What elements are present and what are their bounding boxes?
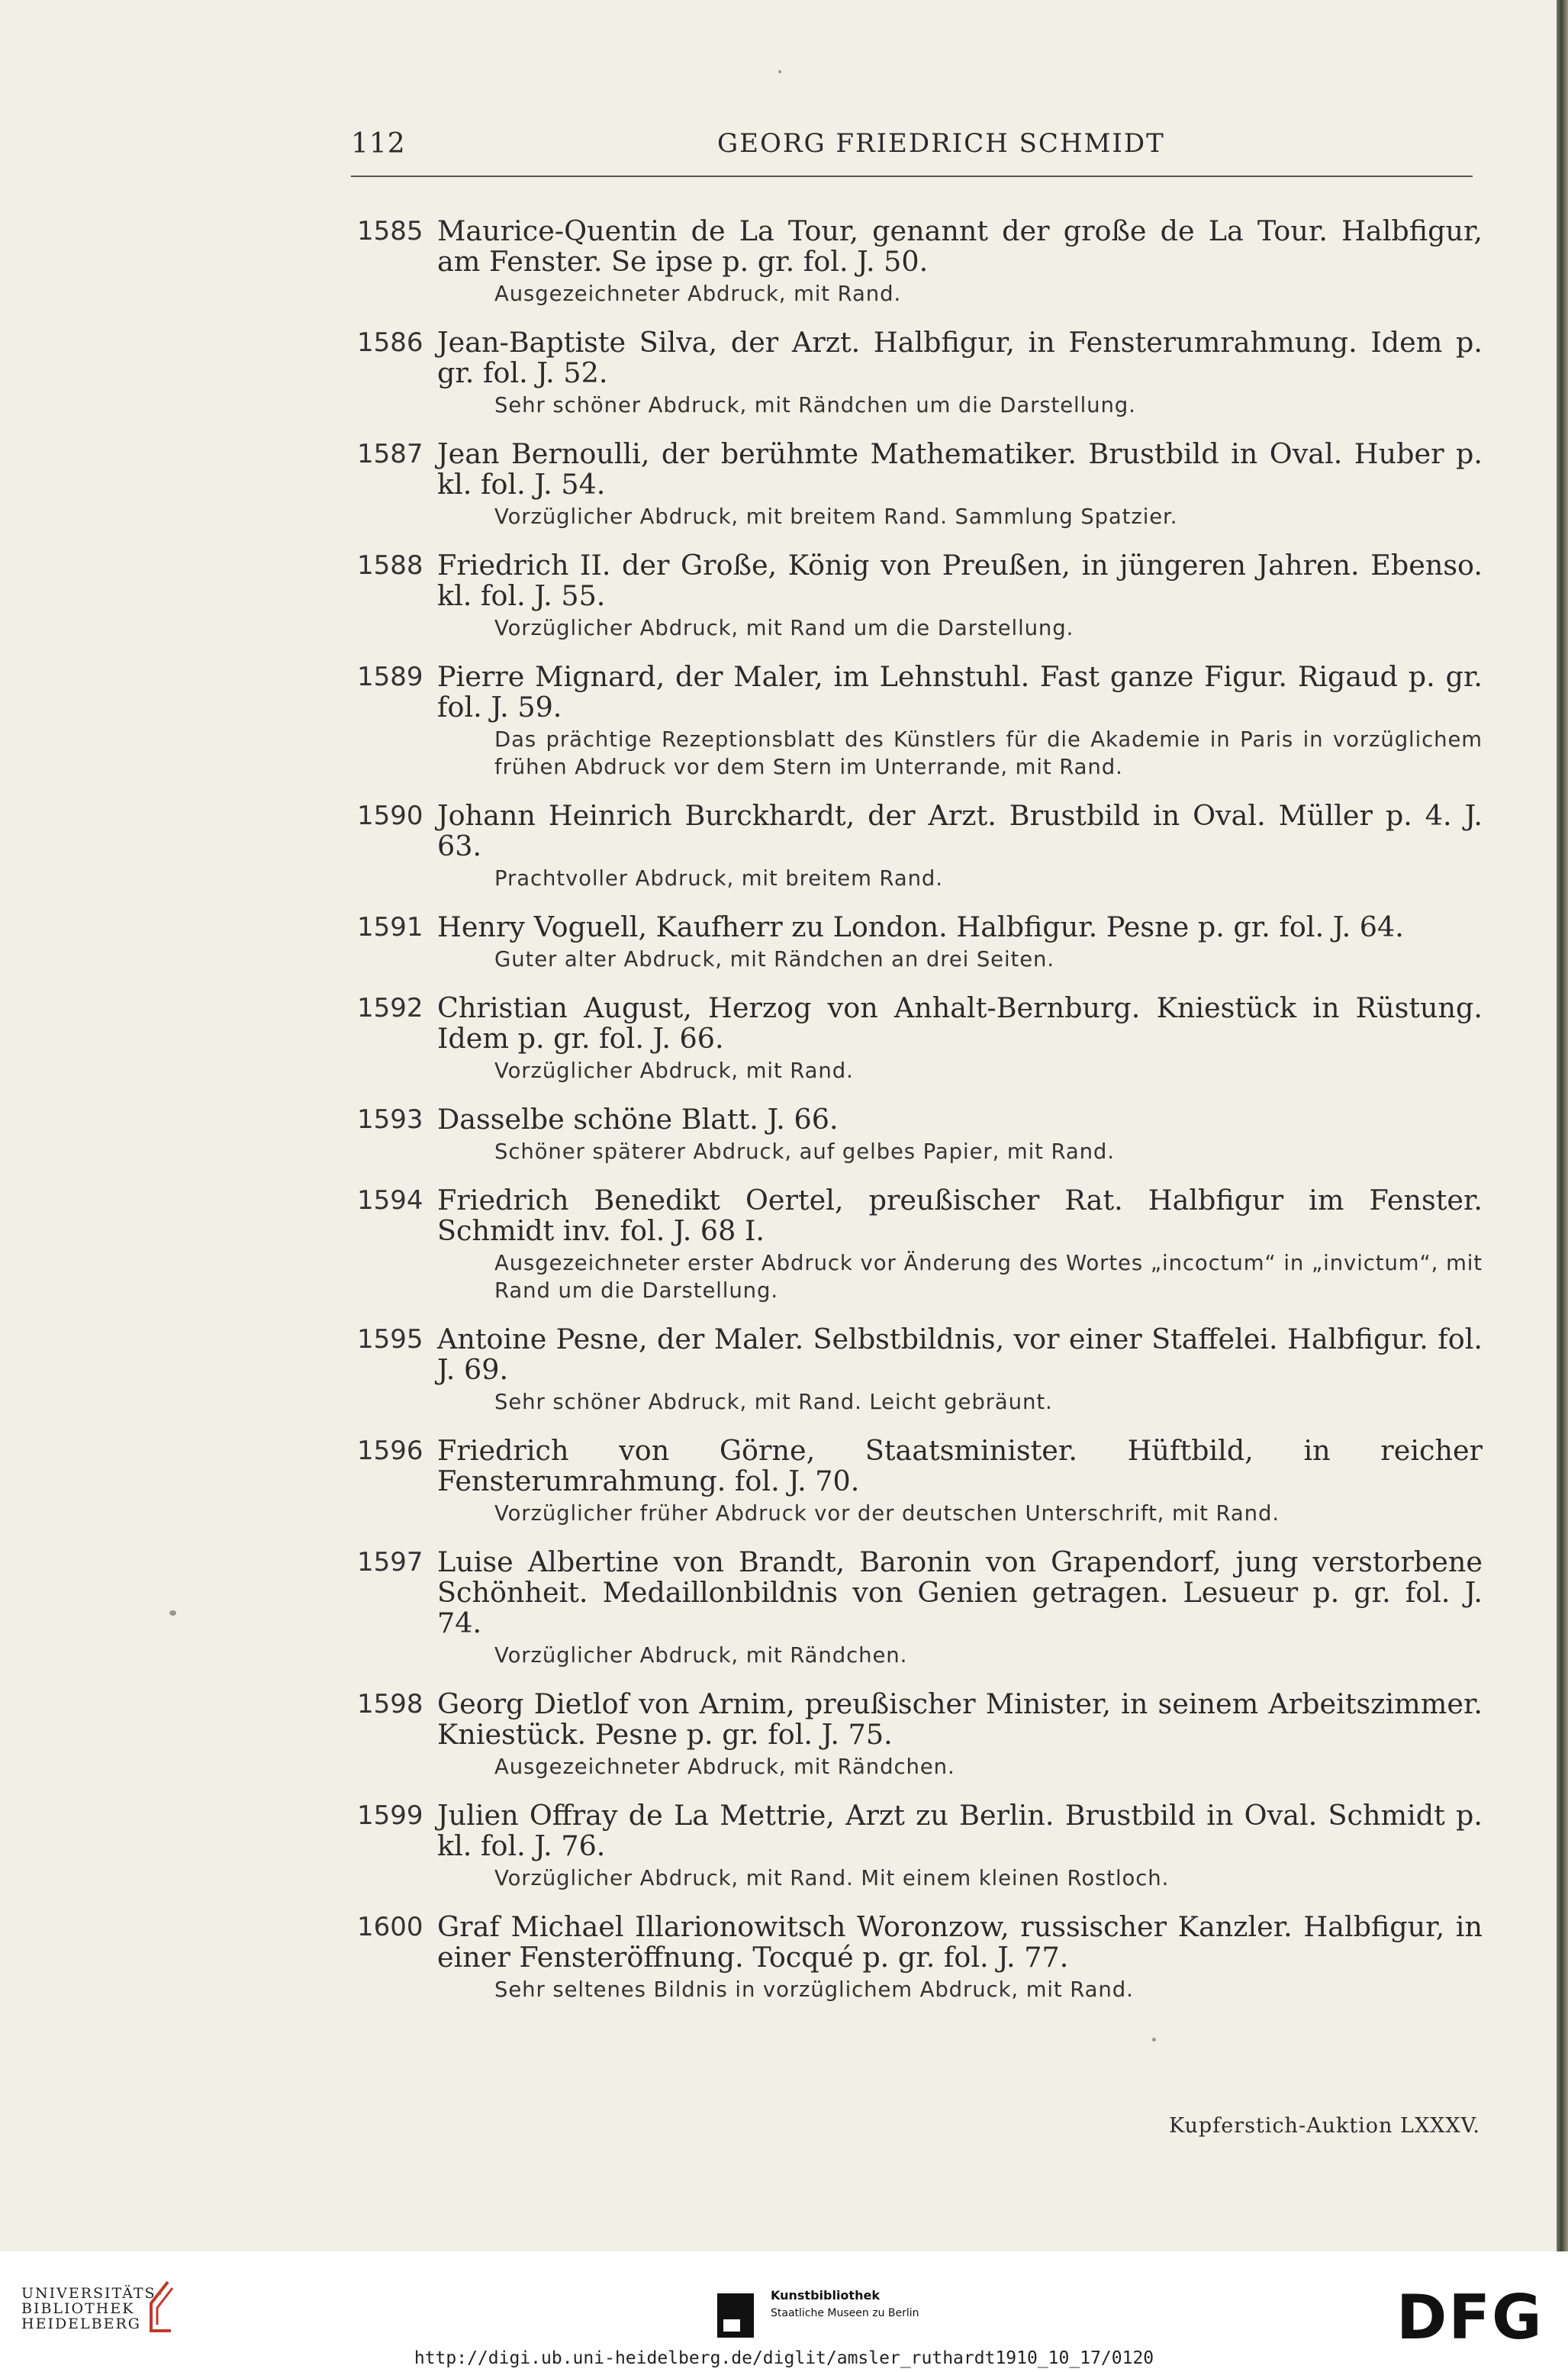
catalog-entry <box>357 439 1483 530</box>
entry-note: Schöner späterer Abdruck, auf gelbes Papier, mit Rand. <box>494 1139 1115 1164</box>
entry-note: Vorzüglicher Abdruck, mit Rändchen. <box>494 1643 908 1668</box>
catalog-entry <box>357 1547 1483 1669</box>
entry-number: 1597 <box>357 1547 423 1578</box>
entry-number: 1587 <box>357 439 423 469</box>
entry-title: Jean-Baptiste Silva, der Arzt. Halbfigur, in Fensterumrahmung. Idem p. gr. fol. J. 52. <box>437 326 1483 389</box>
entry-number: 1589 <box>357 662 423 692</box>
kb-subtitle: Staatliche Museen zu Berlin <box>771 2307 919 2319</box>
entry-title: Christian August, Herzog von Anhalt-Bernburg. Kniestück in Rüstung. Idem p. gr. fol. J. 66. <box>437 991 1483 1055</box>
catalog-entry <box>357 662 1483 781</box>
catalog-entry <box>357 993 1483 1084</box>
entry-number: 1595 <box>357 1324 423 1355</box>
catalog-entry <box>357 912 1483 973</box>
entry-title: Julien Offray de La Mettrie, Arzt zu Berlin. Brustbild in Oval. Schmidt p. kl. fol. J. 76. <box>437 1799 1483 1862</box>
entry-title: Maurice-Quentin de La Tour, genannt der große de La Tour. Halbfigur, am Fenster. Se ipse p. gr. fol. J. 50. <box>437 214 1483 278</box>
paper-speck <box>778 70 781 73</box>
paper-speck <box>169 1610 176 1616</box>
header-rule <box>351 176 1473 177</box>
entry-number: 1590 <box>357 801 423 831</box>
paper-speck <box>1152 2038 1156 2042</box>
entry-title: Antoine Pesne, der Maler. Selbstbildnis, vor einer Staffelei. Halbfigur. fol. J. 69. <box>437 1323 1483 1386</box>
dfg-logo[interactable]: DFG <box>1396 2282 1544 2353</box>
running-head <box>351 128 1496 174</box>
entry-note: Das prächtige Rezeptionsblatt des Künstlers für die Akademie in Paris in vorzüglichem frühen Abdruck vor dem Stern im Unterrande, mit Rand. <box>494 727 1483 779</box>
page-edge <box>1557 0 1568 2251</box>
entry-note: Vorzüglicher Abdruck, mit Rand um die Darstellung. <box>494 616 1074 640</box>
entry-note: Prachtvoller Abdruck, mit breitem Rand. <box>494 866 943 891</box>
running-title: GEORG FRIEDRICH SCHMIDT <box>717 128 1165 159</box>
entry-note: Vorzüglicher Abdruck, mit breitem Rand. Sammlung Spatzier. <box>494 504 1178 529</box>
uni-logo-line: UNIVERSITÄTS- <box>21 2285 163 2302</box>
uni-logo-line: BIBLIOTHEK <box>21 2300 135 2317</box>
university-logo-icon <box>145 2280 175 2334</box>
entry-note: Ausgezeichneter Abdruck, mit Rand. <box>494 282 902 306</box>
entry-number: 1599 <box>357 1800 423 1831</box>
entry-title: Luise Albertine von Brandt, Baronin von Grapendorf, jung verstorbene Schönheit. Medaillonbildnis von Genien getragen. Lesueur p. gr. fol. J. 74. <box>437 1545 1483 1639</box>
entry-number: 1598 <box>357 1689 423 1719</box>
entry-number: 1588 <box>357 550 423 581</box>
entry-number: 1596 <box>357 1436 423 1466</box>
entry-number: 1592 <box>357 993 423 1023</box>
catalog-entry <box>357 1689 1483 1781</box>
entry-number: 1594 <box>357 1185 423 1216</box>
entry-title: Jean Bernoulli, der berühmte Mathematiker. Brustbild in Oval. Huber p. kl. fol. J. 54. <box>437 437 1483 501</box>
catalog-entries <box>357 216 1483 2023</box>
catalog-entry <box>357 1912 1483 2003</box>
entry-title: Friedrich II. der Große, König von Preußen, in jüngeren Jahren. Ebenso. kl. fol. J. 55. <box>437 549 1483 612</box>
kunstbibliothek-logo[interactable] <box>771 2288 919 2319</box>
catalog-entry <box>357 1104 1483 1165</box>
entry-title: Friedrich von Görne, Staatsminister. Hüftbild, in reicher Fensterumrahmung. fol. J. 70. <box>437 1434 1483 1497</box>
catalog-entry <box>357 216 1483 308</box>
university-library-logo[interactable] <box>21 2286 163 2332</box>
entry-note: Vorzüglicher früher Abdruck vor der deutschen Unterschrift, mit Rand. <box>494 1501 1280 1526</box>
entry-note: Ausgezeichneter Abdruck, mit Rändchen. <box>494 1755 955 1779</box>
entry-note: Sehr schöner Abdruck, mit Rand. Leicht gebräunt. <box>494 1390 1053 1414</box>
page-number: 112 <box>351 128 406 160</box>
entry-title: Johann Heinrich Burckhardt, der Arzt. Brustbild in Oval. Müller p. 4. J. 63. <box>437 799 1483 862</box>
catalog-entry <box>357 327 1483 419</box>
entry-title: Georg Dietlof von Arnim, preußischer Minister, in seinem Arbeitszimmer. Kniestück. Pesne p. gr. fol. J. 75. <box>437 1687 1483 1751</box>
catalog-entry <box>357 1185 1483 1304</box>
entry-title: Graf Michael Illarionowitsch Woronzow, russischer Kanzler. Halbfigur, in einer Fensteröffnung. Tocqué p. gr. fol. J. 77. <box>437 1910 1483 1974</box>
kb-name: Kunstbibliothek <box>771 2288 880 2303</box>
entry-title: Henry Voguell, Kaufherr zu London. Halbfigur. Pesne p. gr. fol. J. 64. <box>437 910 1404 943</box>
uni-logo-line: HEIDELBERG <box>21 2316 141 2332</box>
catalog-entry <box>357 1436 1483 1527</box>
catalog-footer: Kupferstich-Auktion LXXXV. <box>1168 2114 1480 2138</box>
entry-number: 1591 <box>357 912 423 943</box>
catalog-entry <box>357 550 1483 642</box>
entry-note: Sehr seltenes Bildnis in vorzüglichem Abdruck, mit Rand. <box>494 1977 1134 2002</box>
entry-title: Pierre Mignard, der Maler, im Lehnstuhl. Fast ganze Figur. Rigaud p. gr. fol. J. 59. <box>437 660 1483 724</box>
catalog-entry <box>357 801 1483 892</box>
source-url[interactable]: http://digi.ub.uni-heidelberg.de/diglit/amsler_ruthardt1910_10_17/0120 <box>414 2348 1154 2368</box>
catalog-entry <box>357 1800 1483 1892</box>
entry-note: Sehr schöner Abdruck, mit Rändchen um die Darstellung. <box>494 393 1136 417</box>
entry-number: 1593 <box>357 1104 423 1135</box>
entry-note: Ausgezeichneter erster Abdruck vor Änderung des Wortes „incoctum“ in „invictum“, mit Rand um die Darstellung. <box>494 1251 1483 1303</box>
entry-number: 1585 <box>357 216 423 247</box>
kunstbibliothek-logo-icon <box>717 2293 754 2338</box>
entry-note: Vorzüglicher Abdruck, mit Rand. <box>494 1059 854 1083</box>
entry-number: 1600 <box>357 1912 423 1942</box>
catalog-entry <box>357 1324 1483 1416</box>
entry-title: Dasselbe schöne Blatt. J. 66. <box>437 1103 839 1136</box>
entry-note: Vorzüglicher Abdruck, mit Rand. Mit einem kleinen Rostloch. <box>494 1866 1170 1890</box>
entry-number: 1586 <box>357 327 423 358</box>
entry-title: Friedrich Benedikt Oertel, preußischer Rat. Halbfigur im Fenster. Schmidt inv. fol. J. 68 I. <box>437 1184 1483 1247</box>
entry-note: Guter alter Abdruck, mit Rändchen an drei Seiten. <box>494 947 1055 972</box>
